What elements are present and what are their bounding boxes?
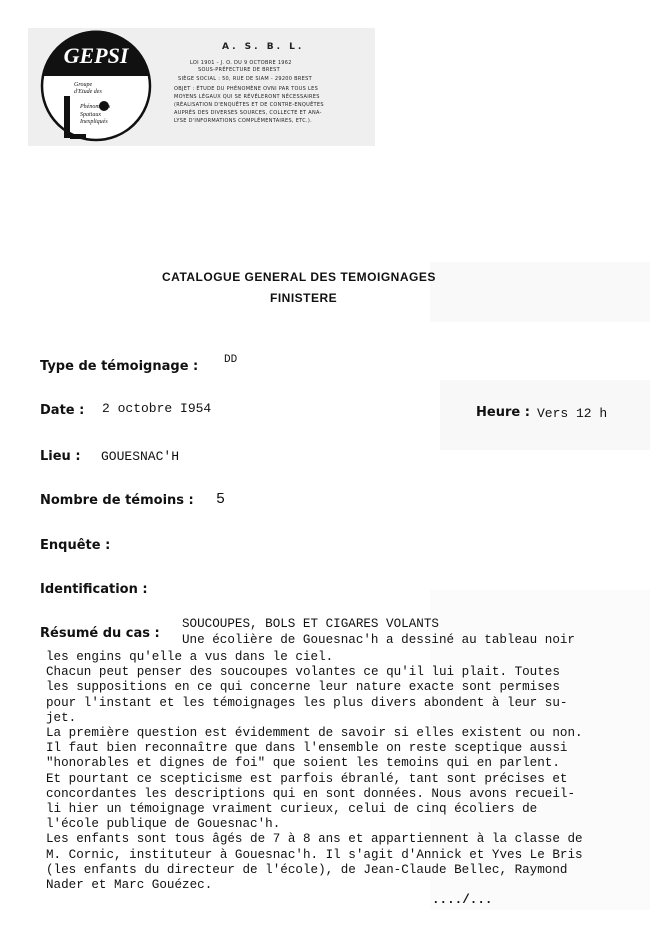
- enquete-label: Enquête :: [40, 538, 111, 553]
- asbl-label: A. S. B. L.: [222, 42, 305, 52]
- resume-lead: Une écolière de Gouesnac'h a dessiné au tableau noir: [182, 633, 575, 647]
- type-label: Type de témoignage :: [40, 359, 199, 374]
- date-value: 2 octobre I954: [102, 401, 212, 416]
- body-line: Et pourtant ce scepticisme est parfois ébranlé, tant sont précises et: [46, 771, 568, 786]
- body-line: les engins qu'elle a vus dans le ciel.: [46, 650, 334, 664]
- date-label: Date :: [40, 403, 85, 418]
- header-line: SIÈGE SOCIAL : 50, RUE DE SIAM - 29200 BREST: [178, 76, 312, 82]
- body-line: "honorables et dignes de foi" que soient les temoins qui en parlent.: [46, 756, 560, 771]
- identification-label: Identification :: [40, 582, 148, 597]
- header-line: OBJET : ÉTUDE DU PHÉNOMÈNE OVNI PAR TOUS LES: [174, 86, 319, 92]
- logo-name: GEPSI: [63, 43, 129, 68]
- body-line: La première question est évidemment de savoir si elles existent ou non.: [46, 726, 583, 741]
- header-line: (RÉALISATION D'ENQUÊTES ET DE CONTRE-ENQUÊTES: [174, 102, 324, 108]
- heure-value: Vers 12 h: [537, 406, 608, 421]
- body-line: li hier un témoignage vraiment curieux, celui de cinq écoliers de: [46, 802, 538, 817]
- logo-tagline-2: d'Etude des: [74, 89, 102, 95]
- logo-tagline-1: Groupe: [74, 82, 93, 88]
- header-line: MOYENS LÉGAUX QUI SE RÉVÉLERONT NÉCESSAIRES: [174, 94, 320, 100]
- resume-heading: SOUCOUPES, BOLS ET CIGARES VOLANTS: [182, 617, 439, 631]
- catalogue-title: CATALOGUE GENERAL DES TEMOIGNAGES: [162, 270, 436, 284]
- body-line: M. Cornic, instituteur à Gouesnac'h. Il s'agit d'Annick et Yves Le Bris: [46, 847, 583, 862]
- logo-tagline-5: Inexpliqués: [80, 119, 108, 125]
- lieu-value: GOUESNAC'H: [101, 449, 180, 464]
- body-line: concordantes les descriptions qui en sont données. Nous avons recueil-: [46, 786, 576, 801]
- type-value: DD: [224, 354, 238, 366]
- body-line: les suppositions en ce qui concerne leur nature exacte sont permises: [46, 680, 560, 695]
- header-line: SOUS-PRÉFECTURE DE BREST: [198, 67, 280, 73]
- continuation-marker: ..../...: [432, 893, 493, 907]
- logo-tagline-3: Phénomènes: [80, 104, 111, 110]
- body-line: Il faut bien reconnaître que dans l'ensemble on reste sceptique aussi: [46, 741, 568, 756]
- lieu-label: Lieu :: [40, 449, 81, 464]
- department-title: FINISTERE: [270, 291, 338, 305]
- body-line: pour l'instant et les témoignages les plus divers abondent à leur su-: [46, 695, 568, 710]
- body-line: l'école publique de Gouesnac'h.: [46, 817, 281, 832]
- heure-label: Heure :: [476, 405, 530, 420]
- resume-label: Résumé du cas :: [40, 626, 160, 641]
- temoins-label: Nombre de témoins :: [40, 493, 194, 508]
- header-line: LYSE D'INFORMATIONS COMPLÉMENTAIRES, ETC.).: [174, 118, 313, 124]
- body-line: Chacun peut penser des soucoupes volantes ce qu'il lui plait. Toutes: [46, 665, 560, 680]
- body-line: Les enfants sont tous âgés de 7 à 8 ans et appartiennent à la classe de: [46, 832, 583, 847]
- body-line: (les enfants du directeur de l'école), de Jean-Claude Bellec, Raymond: [46, 862, 568, 877]
- logo-tagline-4: Spatiaux: [80, 112, 101, 118]
- header-line: AUPRÈS DES DIVERSES SOURCES, COLLECTE ET ANA-: [174, 110, 322, 116]
- header-line: LOI 1901 - J. O. DU 9 OCTOBRE 1962: [190, 60, 292, 66]
- resume-body: [46, 650, 636, 893]
- bleed-through-text: [270, 330, 650, 580]
- bleed-through-text: [430, 262, 650, 322]
- gepsi-logo: [40, 30, 152, 142]
- body-line: Nader et Marc Gouézec.: [46, 878, 213, 893]
- body-line: jet.: [46, 710, 77, 725]
- temoins-value: 5: [216, 491, 226, 508]
